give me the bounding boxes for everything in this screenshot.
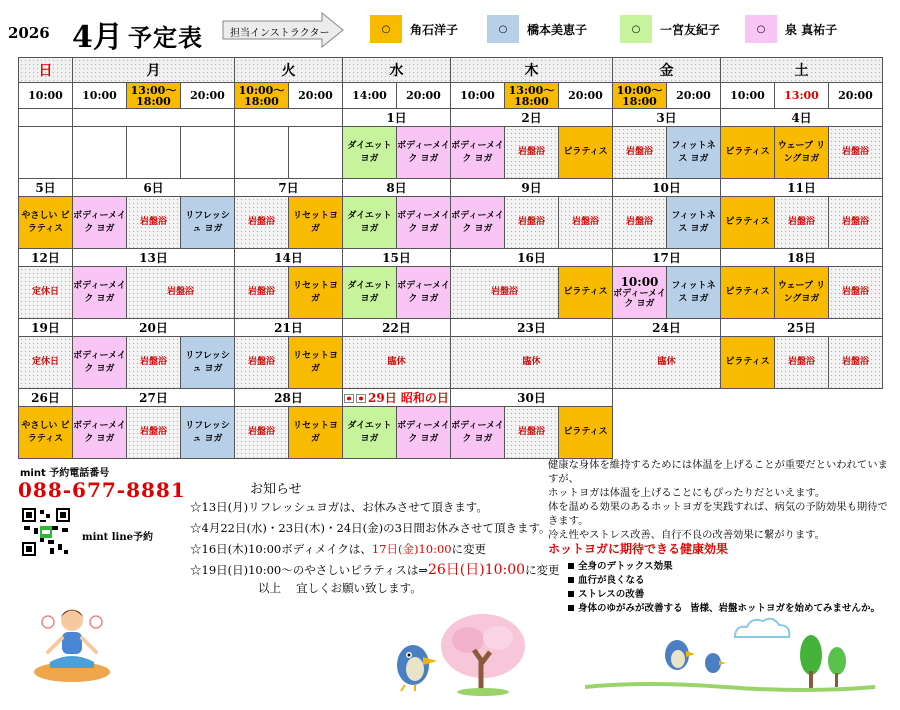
class-cell[interactable]: ダイエット ヨガ bbox=[343, 127, 397, 179]
class-cell[interactable]: 岩盤浴 bbox=[829, 127, 883, 179]
notice-highlight: 26日(日)10:00 bbox=[427, 562, 526, 578]
class-cell-moved[interactable] bbox=[613, 267, 667, 319]
instructor-label: 担当インストラクター bbox=[230, 28, 330, 39]
time-slot: 13:00 bbox=[775, 83, 829, 109]
date-cell: 19日 bbox=[19, 319, 73, 337]
class-cell[interactable]: 岩盤浴 bbox=[505, 197, 559, 249]
class-cell[interactable]: 岩盤浴 bbox=[775, 197, 829, 249]
temporary-closed-cell: 臨休 bbox=[343, 337, 451, 389]
date-cell: 18日 bbox=[721, 249, 883, 267]
bullet-icon bbox=[568, 577, 574, 583]
class-cell[interactable]: ボディーメイク ヨガ bbox=[451, 407, 505, 459]
paragraph-line: ホットヨガは体温を上げることにもぴったりだといえます。 bbox=[548, 487, 826, 499]
notice-heading: お知らせ bbox=[250, 482, 302, 497]
date-cell: 11日 bbox=[721, 179, 883, 197]
flag-icon bbox=[356, 394, 366, 403]
time-slot: 20:00 bbox=[289, 83, 343, 109]
class-cell[interactable]: ピラティス bbox=[721, 197, 775, 249]
date-cell: 8日 bbox=[343, 179, 451, 197]
weekday-thu: 木 bbox=[451, 58, 613, 83]
instructor-name: 一宮友紀子 bbox=[660, 22, 721, 37]
notice-text: ☆19日(日)10:00～のやさしいピラティスは⇒ bbox=[190, 563, 428, 577]
class-cell[interactable]: 岩盤浴 bbox=[235, 337, 289, 389]
class-cell[interactable]: やさしい ピラティス bbox=[19, 197, 73, 249]
reservation-phone[interactable]: 088-677-8881 bbox=[18, 478, 186, 502]
date-cell: 20日 bbox=[73, 319, 235, 337]
class-cell[interactable]: ピラティス bbox=[559, 407, 613, 459]
class-cell[interactable]: ピラティス bbox=[721, 267, 775, 319]
class-cell bbox=[73, 127, 127, 179]
hotyoga-effects-heading: ホットヨガに期待できる健康効果 bbox=[548, 542, 729, 556]
effect-item bbox=[568, 588, 683, 602]
date-cell: 2日 bbox=[451, 109, 613, 127]
paragraph-line: 健康な身体を維持するためには体温を上げることが重要だといわれていますが、 bbox=[548, 459, 888, 485]
class-cell[interactable]: 岩盤浴 bbox=[127, 337, 181, 389]
class-cell[interactable]: フィットネス ヨガ bbox=[667, 267, 721, 319]
date-cell: 28日 bbox=[235, 389, 343, 407]
notice-item bbox=[190, 539, 560, 560]
instructor-name: 角石洋子 bbox=[410, 22, 459, 37]
notice-text: ☆16日(木)10:00ボディメイクは、 bbox=[190, 542, 372, 556]
class-cell bbox=[181, 127, 235, 179]
time-slot: 20:00 bbox=[829, 83, 883, 109]
closed-day-cell: 定休日 bbox=[19, 267, 73, 319]
empty-cell bbox=[721, 407, 883, 459]
weekday-sun: 日 bbox=[19, 58, 73, 83]
cherry-tree-icon bbox=[438, 612, 528, 696]
class-cell[interactable]: ピラティス bbox=[559, 127, 613, 179]
class-cell[interactable]: ダイエット ヨガ bbox=[343, 407, 397, 459]
date-cell: 12日 bbox=[19, 249, 73, 267]
effect-text: 身体のゆがみが改善する bbox=[578, 603, 683, 614]
hotyoga-closing: 皆様、岩盤ホットヨガを始めてみませんか。 bbox=[690, 603, 881, 614]
month-title: 4月 bbox=[72, 20, 123, 55]
class-cell[interactable]: リセットヨガ bbox=[289, 197, 343, 249]
class-cell[interactable]: フィットネス ヨガ bbox=[667, 197, 721, 249]
date-cell: 27日 bbox=[73, 389, 235, 407]
flag-icon bbox=[344, 394, 354, 403]
class-cell[interactable]: 岩盤浴 bbox=[613, 127, 667, 179]
notice-item: ☆13日(月)リフレッシュヨガは、お休みさせて頂きます。 bbox=[190, 500, 488, 514]
temporary-closed-cell: 臨休 bbox=[613, 337, 721, 389]
weekday-fri: 金 bbox=[613, 58, 721, 83]
time-slot: 13:00～18:00 bbox=[505, 83, 559, 109]
bullet-icon bbox=[568, 563, 574, 569]
empty-cell bbox=[613, 407, 721, 459]
date-cell: 4日 bbox=[721, 109, 883, 127]
class-cell[interactable]: ボディーメイク ヨガ bbox=[397, 197, 451, 249]
date-cell bbox=[19, 109, 73, 127]
date-cell: 5日 bbox=[19, 179, 73, 197]
nature-scene-icon bbox=[585, 615, 875, 695]
class-cell[interactable]: ピラティス bbox=[721, 337, 775, 389]
class-cell[interactable]: ボディーメイク ヨガ bbox=[451, 127, 505, 179]
qr-code-icon[interactable] bbox=[22, 508, 70, 556]
class-cell[interactable]: 岩盤浴 bbox=[127, 267, 235, 319]
class-cell[interactable]: ボディーメイク ヨガ bbox=[397, 267, 451, 319]
class-cell[interactable]: リセットヨガ bbox=[289, 267, 343, 319]
class-cell[interactable]: 岩盤浴 bbox=[505, 407, 559, 459]
temporary-closed-cell: 臨休 bbox=[451, 337, 613, 389]
notice-list bbox=[190, 497, 560, 581]
instructor-ichimiya bbox=[620, 14, 720, 44]
class-cell[interactable]: 岩盤浴 bbox=[235, 197, 289, 249]
class-cell[interactable]: 岩盤浴 bbox=[613, 197, 667, 249]
instructor-kadoishi bbox=[370, 14, 458, 44]
class-cell[interactable]: ボディーメイク ヨガ bbox=[73, 337, 127, 389]
moved-class: ボディーメイク ヨガ bbox=[613, 289, 666, 309]
class-cell[interactable]: リフレッシュ ヨガ bbox=[181, 407, 235, 459]
circle-icon: ○ bbox=[370, 15, 402, 43]
date-cell: 10日 bbox=[613, 179, 721, 197]
paragraph-line: 体を温める効果のあるホットヨガを実践すれば、病気の予防効果も期待できます。 bbox=[548, 501, 888, 527]
line-reservation-label[interactable]: mint line予約 bbox=[82, 532, 153, 543]
class-cell[interactable]: フィットネス ヨガ bbox=[667, 127, 721, 179]
instructor-name: 泉 真祐子 bbox=[785, 22, 838, 37]
class-cell[interactable]: 岩盤浴 bbox=[829, 337, 883, 389]
class-cell bbox=[19, 127, 73, 179]
paragraph-line: 冷え性やストレス改善、自行不良の改善効果に繋がります。 bbox=[548, 529, 825, 541]
class-cell[interactable]: ダイエット ヨガ bbox=[343, 267, 397, 319]
class-cell[interactable]: 岩盤浴 bbox=[829, 267, 883, 319]
class-cell bbox=[235, 127, 289, 179]
notice-closing: 以上 宜しくお願い致します。 bbox=[258, 581, 422, 595]
date-cell: 14日 bbox=[235, 249, 343, 267]
date-cell: 16日 bbox=[451, 249, 613, 267]
class-cell[interactable]: ボディーメイク ヨガ bbox=[73, 267, 127, 319]
weekday-sat: 土 bbox=[721, 58, 883, 83]
date-cell: 7日 bbox=[235, 179, 343, 197]
class-cell[interactable]: 岩盤浴 bbox=[829, 197, 883, 249]
time-slot: 20:00 bbox=[181, 83, 235, 109]
class-cell[interactable]: ウェーブ リングヨガ bbox=[775, 127, 829, 179]
date-cell: 15日 bbox=[343, 249, 451, 267]
class-cell[interactable]: ウェーブ リングヨガ bbox=[775, 267, 829, 319]
bullet-icon bbox=[568, 591, 574, 597]
time-slot: 14:00 bbox=[343, 83, 397, 109]
class-cell[interactable]: リフレッシュ ヨガ bbox=[181, 197, 235, 249]
class-cell[interactable]: ボディーメイク ヨガ bbox=[397, 127, 451, 179]
class-cell[interactable]: ボディーメイク ヨガ bbox=[397, 407, 451, 459]
reservation-phone-label: mint 予約電話番号 bbox=[20, 468, 110, 479]
hotyoga-description bbox=[548, 458, 888, 542]
date-cell bbox=[235, 109, 343, 127]
effect-text: 全身のデトックス効果 bbox=[578, 561, 673, 572]
holiday-label: 29日 昭和の日 bbox=[368, 391, 449, 405]
class-cell[interactable]: ボディーメイク ヨガ bbox=[73, 407, 127, 459]
date-cell: 21日 bbox=[235, 319, 343, 337]
class-cell[interactable]: ボディーメイク ヨガ bbox=[73, 197, 127, 249]
date-cell: 9日 bbox=[451, 179, 613, 197]
date-cell: 22日 bbox=[343, 319, 451, 337]
time-slot: 10:00 bbox=[73, 83, 127, 109]
time-slot: 10:00～18:00 bbox=[235, 83, 289, 109]
notice-item: ☆4月22日(水)・23日(木)・24日(金)の3日間お休みさせて頂きます。 bbox=[190, 521, 551, 535]
date-cell bbox=[73, 109, 235, 127]
class-cell[interactable]: やさしい ピラティス bbox=[19, 407, 73, 459]
weekday-wed: 水 bbox=[343, 58, 451, 83]
time-slot: 20:00 bbox=[667, 83, 721, 109]
time-slot: 20:00 bbox=[397, 83, 451, 109]
effect-item bbox=[568, 574, 683, 588]
date-cell: 24日 bbox=[613, 319, 721, 337]
class-cell[interactable]: ピラティス bbox=[721, 127, 775, 179]
date-cell: 26日 bbox=[19, 389, 73, 407]
class-cell[interactable]: ボディーメイク ヨガ bbox=[451, 197, 505, 249]
notice-highlight: 17日(金)10:00 bbox=[371, 542, 452, 556]
effect-text: 血行が良くなる bbox=[578, 575, 645, 586]
date-cell: 30日 bbox=[451, 389, 613, 407]
year: 2026 bbox=[8, 24, 50, 42]
time-slot: 13:00～18:00 bbox=[127, 83, 181, 109]
time-slot: 10:00 bbox=[721, 83, 775, 109]
class-cell bbox=[289, 127, 343, 179]
circle-icon: ○ bbox=[745, 15, 777, 43]
schedule-title: 予定表 bbox=[128, 23, 203, 52]
empty-cell bbox=[721, 389, 883, 407]
date-cell: 1日 bbox=[343, 109, 451, 127]
empty-cell bbox=[613, 389, 721, 407]
weekday-mon: 月 bbox=[73, 58, 235, 83]
class-cell[interactable]: 岩盤浴 bbox=[127, 407, 181, 459]
class-cell[interactable]: 岩盤浴 bbox=[235, 267, 289, 319]
effect-text: ストレスの改善 bbox=[578, 589, 645, 600]
class-cell[interactable]: ダイエット ヨガ bbox=[343, 197, 397, 249]
instructor-izumi bbox=[745, 14, 837, 44]
instructor-hashimoto bbox=[487, 14, 587, 44]
date-cell: 13日 bbox=[73, 249, 235, 267]
time-slot: 20:00 bbox=[559, 83, 613, 109]
date-cell: 6日 bbox=[73, 179, 235, 197]
date-cell: 3日 bbox=[613, 109, 721, 127]
effect-item bbox=[568, 602, 683, 616]
class-cell[interactable]: 岩盤浴 bbox=[127, 197, 181, 249]
date-cell: 17日 bbox=[613, 249, 721, 267]
class-cell[interactable]: リセットヨガ bbox=[289, 337, 343, 389]
time-slot: 10:00～18:00 bbox=[613, 83, 667, 109]
effect-item bbox=[568, 560, 683, 574]
moved-time: 10:00 bbox=[620, 275, 659, 289]
class-cell[interactable]: 岩盤浴 bbox=[775, 337, 829, 389]
class-cell[interactable]: 岩盤浴 bbox=[451, 267, 559, 319]
class-cell[interactable]: 岩盤浴 bbox=[505, 127, 559, 179]
time-slot: 10:00 bbox=[451, 83, 505, 109]
holiday-date-cell bbox=[343, 389, 451, 407]
date-cell: 25日 bbox=[721, 319, 883, 337]
instructor-name: 橋本美恵子 bbox=[527, 22, 588, 37]
circle-icon: ○ bbox=[620, 15, 652, 43]
class-cell[interactable]: リセットヨガ bbox=[289, 407, 343, 459]
meditating-woman-icon bbox=[30, 600, 114, 684]
bird-icon bbox=[385, 635, 445, 695]
weekday-tue: 火 bbox=[235, 58, 343, 83]
class-cell[interactable]: リフレッシュ ヨガ bbox=[181, 337, 235, 389]
class-cell bbox=[127, 127, 181, 179]
class-cell[interactable]: 岩盤浴 bbox=[559, 197, 613, 249]
time-slot: 10:00 bbox=[19, 83, 73, 109]
bullet-icon bbox=[568, 605, 574, 611]
class-cell[interactable]: 岩盤浴 bbox=[235, 407, 289, 459]
hotyoga-effects-list bbox=[568, 560, 683, 616]
notice-item bbox=[190, 560, 560, 581]
class-cell[interactable]: ピラティス bbox=[559, 267, 613, 319]
circle-icon: ○ bbox=[487, 15, 519, 43]
date-cell: 23日 bbox=[451, 319, 613, 337]
closed-day-cell: 定休日 bbox=[19, 337, 73, 389]
schedule-calendar bbox=[18, 57, 883, 459]
notice-text: に変更 bbox=[525, 563, 560, 577]
notice-text: に変更 bbox=[451, 542, 487, 556]
